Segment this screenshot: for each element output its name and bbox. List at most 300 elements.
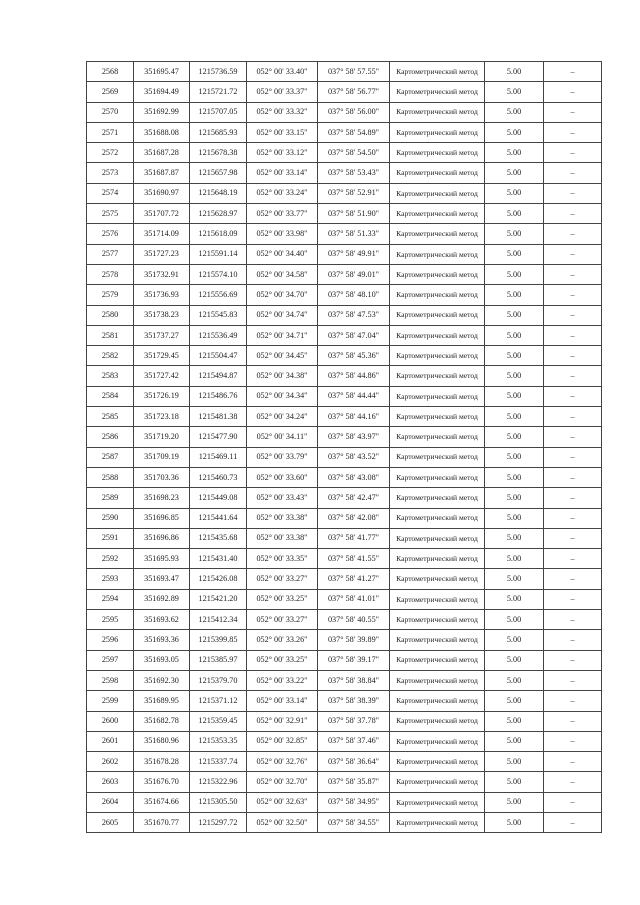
x-coordinate-cell: 351674.66 — [134, 792, 190, 812]
latitude-cell: 052° 00' 33.35" — [247, 549, 318, 569]
method-cell: Картометрический метод — [390, 183, 485, 203]
longitude-cell: 037° 58' 41.55" — [318, 549, 390, 569]
table-row — [87, 630, 602, 650]
latitude-cell: 052° 00' 33.27" — [247, 569, 318, 589]
longitude-cell: 037° 58' 35.87" — [318, 772, 390, 792]
latitude-cell: 052° 00' 34.70" — [247, 285, 318, 305]
y-coordinate-cell: 1215736.59 — [190, 62, 247, 82]
accuracy-cell: 5.00 — [485, 143, 544, 163]
latitude-cell: 052° 00' 33.38" — [247, 528, 318, 548]
note-cell: – — [544, 630, 602, 650]
method-cell: Картометрический метод — [390, 427, 485, 447]
note-cell: – — [544, 285, 602, 305]
latitude-cell: 052° 00' 32.85" — [247, 731, 318, 751]
point-number-cell: 2576 — [87, 224, 134, 244]
y-coordinate-cell: 1215685.93 — [190, 122, 247, 142]
method-cell: Картометрический метод — [390, 82, 485, 102]
x-coordinate-cell: 351696.86 — [134, 528, 190, 548]
method-cell: Картометрический метод — [390, 143, 485, 163]
latitude-cell: 052° 00' 34.40" — [247, 244, 318, 264]
method-cell: Картометрический метод — [390, 772, 485, 792]
method-cell: Картометрический метод — [390, 386, 485, 406]
point-number-cell: 2590 — [87, 508, 134, 528]
method-cell: Картометрический метод — [390, 366, 485, 386]
y-coordinate-cell: 1215460.73 — [190, 467, 247, 487]
accuracy-cell: 5.00 — [485, 528, 544, 548]
x-coordinate-cell: 351727.23 — [134, 244, 190, 264]
point-number-cell: 2594 — [87, 589, 134, 609]
method-cell: Картометрический метод — [390, 812, 485, 832]
x-coordinate-cell: 351729.45 — [134, 346, 190, 366]
longitude-cell: 037° 58' 44.16" — [318, 407, 390, 427]
method-cell: Картометрический метод — [390, 62, 485, 82]
table-row — [87, 183, 602, 203]
latitude-cell: 052° 00' 33.27" — [247, 610, 318, 630]
x-coordinate-cell: 351692.89 — [134, 589, 190, 609]
accuracy-cell: 5.00 — [485, 224, 544, 244]
method-cell: Картометрический метод — [390, 122, 485, 142]
table-row — [87, 407, 602, 427]
y-coordinate-cell: 1215337.74 — [190, 752, 247, 772]
latitude-cell: 052° 00' 34.11" — [247, 427, 318, 447]
table-row — [87, 488, 602, 508]
accuracy-cell: 5.00 — [485, 691, 544, 711]
table-row — [87, 427, 602, 447]
y-coordinate-cell: 1215435.68 — [190, 528, 247, 548]
longitude-cell: 037° 58' 43.97" — [318, 427, 390, 447]
note-cell: – — [544, 102, 602, 122]
longitude-cell: 037° 58' 39.89" — [318, 630, 390, 650]
accuracy-cell: 5.00 — [485, 711, 544, 731]
longitude-cell: 037° 58' 57.55" — [318, 62, 390, 82]
x-coordinate-cell: 351736.93 — [134, 285, 190, 305]
note-cell: – — [544, 508, 602, 528]
point-number-cell: 2579 — [87, 285, 134, 305]
point-number-cell: 2605 — [87, 812, 134, 832]
accuracy-cell: 5.00 — [485, 62, 544, 82]
point-number-cell: 2591 — [87, 528, 134, 548]
note-cell: – — [544, 650, 602, 670]
method-cell: Картометрический метод — [390, 752, 485, 772]
point-number-cell: 2574 — [87, 183, 134, 203]
longitude-cell: 037° 58' 42.08" — [318, 508, 390, 528]
x-coordinate-cell: 351695.93 — [134, 549, 190, 569]
x-coordinate-cell: 351687.28 — [134, 143, 190, 163]
accuracy-cell: 5.00 — [485, 488, 544, 508]
point-number-cell: 2588 — [87, 467, 134, 487]
longitude-cell: 037° 58' 44.44" — [318, 386, 390, 406]
method-cell: Картометрический метод — [390, 589, 485, 609]
latitude-cell: 052° 00' 33.40" — [247, 62, 318, 82]
point-number-cell: 2582 — [87, 346, 134, 366]
x-coordinate-cell: 351692.99 — [134, 102, 190, 122]
accuracy-cell: 5.00 — [485, 589, 544, 609]
x-coordinate-cell: 351692.30 — [134, 670, 190, 690]
method-cell: Картометрический метод — [390, 691, 485, 711]
y-coordinate-cell: 1215426.08 — [190, 569, 247, 589]
point-number-cell: 2571 — [87, 122, 134, 142]
table-row — [87, 569, 602, 589]
point-number-cell: 2586 — [87, 427, 134, 447]
point-number-cell: 2572 — [87, 143, 134, 163]
accuracy-cell: 5.00 — [485, 366, 544, 386]
x-coordinate-cell: 351693.05 — [134, 650, 190, 670]
y-coordinate-cell: 1215481.38 — [190, 407, 247, 427]
y-coordinate-cell: 1215431.40 — [190, 549, 247, 569]
accuracy-cell: 5.00 — [485, 467, 544, 487]
table-row — [87, 325, 602, 345]
table-row — [87, 366, 602, 386]
y-coordinate-cell: 1215322.96 — [190, 772, 247, 792]
accuracy-cell: 5.00 — [485, 772, 544, 792]
y-coordinate-cell: 1215353.35 — [190, 731, 247, 751]
point-number-cell: 2589 — [87, 488, 134, 508]
table-row — [87, 528, 602, 548]
note-cell: – — [544, 427, 602, 447]
note-cell: – — [544, 488, 602, 508]
table-row — [87, 143, 602, 163]
y-coordinate-cell: 1215574.10 — [190, 264, 247, 284]
x-coordinate-cell: 351698.23 — [134, 488, 190, 508]
longitude-cell: 037° 58' 41.01" — [318, 589, 390, 609]
accuracy-cell: 5.00 — [485, 650, 544, 670]
y-coordinate-cell: 1215628.97 — [190, 204, 247, 224]
method-cell: Картометрический метод — [390, 244, 485, 264]
longitude-cell: 037° 58' 38.84" — [318, 670, 390, 690]
method-cell: Картометрический метод — [390, 407, 485, 427]
accuracy-cell: 5.00 — [485, 82, 544, 102]
y-coordinate-cell: 1215305.50 — [190, 792, 247, 812]
table-row — [87, 122, 602, 142]
accuracy-cell: 5.00 — [485, 183, 544, 203]
latitude-cell: 052° 00' 32.50" — [247, 812, 318, 832]
note-cell: – — [544, 183, 602, 203]
accuracy-cell: 5.00 — [485, 325, 544, 345]
longitude-cell: 037° 58' 45.36" — [318, 346, 390, 366]
note-cell: – — [544, 549, 602, 569]
table-row — [87, 589, 602, 609]
latitude-cell: 052° 00' 34.71" — [247, 325, 318, 345]
note-cell: – — [544, 731, 602, 751]
y-coordinate-cell: 1215657.98 — [190, 163, 247, 183]
method-cell: Картометрический метод — [390, 325, 485, 345]
latitude-cell: 052° 00' 33.32" — [247, 102, 318, 122]
y-coordinate-cell: 1215412.34 — [190, 610, 247, 630]
method-cell: Картометрический метод — [390, 264, 485, 284]
table-row — [87, 204, 602, 224]
longitude-cell: 037° 58' 36.64" — [318, 752, 390, 772]
latitude-cell: 052° 00' 33.14" — [247, 163, 318, 183]
y-coordinate-cell: 1215477.90 — [190, 427, 247, 447]
table-row — [87, 792, 602, 812]
latitude-cell: 052° 00' 33.38" — [247, 508, 318, 528]
note-cell: – — [544, 752, 602, 772]
y-coordinate-cell: 1215618.09 — [190, 224, 247, 244]
table-row — [87, 305, 602, 325]
latitude-cell: 052° 00' 32.91" — [247, 711, 318, 731]
x-coordinate-cell: 351695.47 — [134, 62, 190, 82]
method-cell: Картометрический метод — [390, 528, 485, 548]
point-number-cell: 2597 — [87, 650, 134, 670]
longitude-cell: 037° 58' 37.46" — [318, 731, 390, 751]
point-number-cell: 2593 — [87, 569, 134, 589]
table-row — [87, 62, 602, 82]
point-number-cell: 2578 — [87, 264, 134, 284]
x-coordinate-cell: 351703.36 — [134, 467, 190, 487]
longitude-cell: 037° 58' 41.27" — [318, 569, 390, 589]
latitude-cell: 052° 00' 32.63" — [247, 792, 318, 812]
note-cell: – — [544, 366, 602, 386]
note-cell: – — [544, 467, 602, 487]
table-row — [87, 244, 602, 264]
note-cell: – — [544, 305, 602, 325]
y-coordinate-cell: 1215486.76 — [190, 386, 247, 406]
method-cell: Картометрический метод — [390, 488, 485, 508]
latitude-cell: 052° 00' 33.26" — [247, 630, 318, 650]
point-number-cell: 2596 — [87, 630, 134, 650]
table-row — [87, 549, 602, 569]
point-number-cell: 2573 — [87, 163, 134, 183]
longitude-cell: 037° 58' 40.55" — [318, 610, 390, 630]
latitude-cell: 052° 00' 33.12" — [247, 143, 318, 163]
point-number-cell: 2570 — [87, 102, 134, 122]
table-row — [87, 285, 602, 305]
coordinates-table-body — [87, 62, 602, 833]
y-coordinate-cell: 1215545.83 — [190, 305, 247, 325]
accuracy-cell: 5.00 — [485, 569, 544, 589]
y-coordinate-cell: 1215469.11 — [190, 447, 247, 467]
y-coordinate-cell: 1215449.08 — [190, 488, 247, 508]
note-cell: – — [544, 224, 602, 244]
point-number-cell: 2585 — [87, 407, 134, 427]
x-coordinate-cell: 351726.19 — [134, 386, 190, 406]
latitude-cell: 052° 00' 33.60" — [247, 467, 318, 487]
method-cell: Картометрический метод — [390, 670, 485, 690]
y-coordinate-cell: 1215399.85 — [190, 630, 247, 650]
latitude-cell: 052° 00' 33.37" — [247, 82, 318, 102]
longitude-cell: 037° 58' 43.52" — [318, 447, 390, 467]
accuracy-cell: 5.00 — [485, 386, 544, 406]
point-number-cell: 2595 — [87, 610, 134, 630]
table-row — [87, 650, 602, 670]
note-cell: – — [544, 670, 602, 690]
accuracy-cell: 5.00 — [485, 731, 544, 751]
longitude-cell: 037° 58' 38.39" — [318, 691, 390, 711]
table-row — [87, 224, 602, 244]
longitude-cell: 037° 58' 47.53" — [318, 305, 390, 325]
x-coordinate-cell: 351693.62 — [134, 610, 190, 630]
longitude-cell: 037° 58' 53.43" — [318, 163, 390, 183]
note-cell: – — [544, 204, 602, 224]
accuracy-cell: 5.00 — [485, 670, 544, 690]
note-cell: – — [544, 792, 602, 812]
x-coordinate-cell: 351688.08 — [134, 122, 190, 142]
note-cell: – — [544, 691, 602, 711]
x-coordinate-cell: 351732.91 — [134, 264, 190, 284]
longitude-cell: 037° 58' 54.89" — [318, 122, 390, 142]
method-cell: Картометрический метод — [390, 467, 485, 487]
latitude-cell: 052° 00' 33.14" — [247, 691, 318, 711]
accuracy-cell: 5.00 — [485, 508, 544, 528]
accuracy-cell: 5.00 — [485, 792, 544, 812]
x-coordinate-cell: 351678.28 — [134, 752, 190, 772]
x-coordinate-cell: 351723.18 — [134, 407, 190, 427]
method-cell: Картометрический метод — [390, 610, 485, 630]
point-number-cell: 2592 — [87, 549, 134, 569]
x-coordinate-cell: 351689.95 — [134, 691, 190, 711]
longitude-cell: 037° 58' 48.10" — [318, 285, 390, 305]
y-coordinate-cell: 1215536.49 — [190, 325, 247, 345]
note-cell: – — [544, 325, 602, 345]
accuracy-cell: 5.00 — [485, 102, 544, 122]
method-cell: Картометрический метод — [390, 204, 485, 224]
method-cell: Картометрический метод — [390, 630, 485, 650]
point-number-cell: 2599 — [87, 691, 134, 711]
note-cell: – — [544, 772, 602, 792]
x-coordinate-cell: 351694.49 — [134, 82, 190, 102]
method-cell: Картометрический метод — [390, 224, 485, 244]
table-row — [87, 82, 602, 102]
latitude-cell: 052° 00' 33.22" — [247, 670, 318, 690]
longitude-cell: 037° 58' 34.55" — [318, 812, 390, 832]
note-cell: – — [544, 346, 602, 366]
latitude-cell: 052° 00' 33.77" — [247, 204, 318, 224]
y-coordinate-cell: 1215421.20 — [190, 589, 247, 609]
method-cell: Картометрический метод — [390, 711, 485, 731]
y-coordinate-cell: 1215556.69 — [190, 285, 247, 305]
table-row — [87, 731, 602, 751]
y-coordinate-cell: 1215385.97 — [190, 650, 247, 670]
accuracy-cell: 5.00 — [485, 752, 544, 772]
x-coordinate-cell: 351727.42 — [134, 366, 190, 386]
table-row — [87, 447, 602, 467]
longitude-cell: 037° 58' 51.90" — [318, 204, 390, 224]
note-cell: – — [544, 163, 602, 183]
table-row — [87, 691, 602, 711]
note-cell: – — [544, 589, 602, 609]
note-cell: – — [544, 122, 602, 142]
accuracy-cell: 5.00 — [485, 407, 544, 427]
x-coordinate-cell: 351687.87 — [134, 163, 190, 183]
method-cell: Картометрический метод — [390, 163, 485, 183]
method-cell: Картометрический метод — [390, 305, 485, 325]
point-number-cell: 2575 — [87, 204, 134, 224]
table-row — [87, 812, 602, 832]
method-cell: Картометрический метод — [390, 731, 485, 751]
longitude-cell: 037° 58' 56.77" — [318, 82, 390, 102]
note-cell: – — [544, 528, 602, 548]
note-cell: – — [544, 386, 602, 406]
point-number-cell: 2568 — [87, 62, 134, 82]
latitude-cell: 052° 00' 32.76" — [247, 752, 318, 772]
table-row — [87, 386, 602, 406]
latitude-cell: 052° 00' 33.25" — [247, 650, 318, 670]
accuracy-cell: 5.00 — [485, 204, 544, 224]
note-cell: – — [544, 82, 602, 102]
table-row — [87, 102, 602, 122]
longitude-cell: 037° 58' 47.04" — [318, 325, 390, 345]
x-coordinate-cell: 351696.85 — [134, 508, 190, 528]
accuracy-cell: 5.00 — [485, 264, 544, 284]
x-coordinate-cell: 351680.96 — [134, 731, 190, 751]
table-row — [87, 467, 602, 487]
note-cell: – — [544, 569, 602, 589]
point-number-cell: 2587 — [87, 447, 134, 467]
note-cell: – — [544, 143, 602, 163]
table-row — [87, 346, 602, 366]
point-number-cell: 2601 — [87, 731, 134, 751]
table-row — [87, 610, 602, 630]
point-number-cell: 2603 — [87, 772, 134, 792]
y-coordinate-cell: 1215591.14 — [190, 244, 247, 264]
y-coordinate-cell: 1215379.70 — [190, 670, 247, 690]
table-row — [87, 772, 602, 792]
longitude-cell: 037° 58' 49.01" — [318, 264, 390, 284]
point-number-cell: 2577 — [87, 244, 134, 264]
latitude-cell: 052° 00' 34.58" — [247, 264, 318, 284]
accuracy-cell: 5.00 — [485, 610, 544, 630]
y-coordinate-cell: 1215678.38 — [190, 143, 247, 163]
x-coordinate-cell: 351693.47 — [134, 569, 190, 589]
accuracy-cell: 5.00 — [485, 346, 544, 366]
longitude-cell: 037° 58' 43.08" — [318, 467, 390, 487]
y-coordinate-cell: 1215359.45 — [190, 711, 247, 731]
y-coordinate-cell: 1215494.87 — [190, 366, 247, 386]
y-coordinate-cell: 1215707.05 — [190, 102, 247, 122]
accuracy-cell: 5.00 — [485, 812, 544, 832]
method-cell: Картометрический метод — [390, 549, 485, 569]
x-coordinate-cell: 351676.70 — [134, 772, 190, 792]
longitude-cell: 037° 58' 39.17" — [318, 650, 390, 670]
y-coordinate-cell: 1215721.72 — [190, 82, 247, 102]
longitude-cell: 037° 58' 52.91" — [318, 183, 390, 203]
note-cell: – — [544, 244, 602, 264]
latitude-cell: 052° 00' 33.43" — [247, 488, 318, 508]
accuracy-cell: 5.00 — [485, 244, 544, 264]
latitude-cell: 052° 00' 33.25" — [247, 589, 318, 609]
x-coordinate-cell: 351693.36 — [134, 630, 190, 650]
table-row — [87, 711, 602, 731]
longitude-cell: 037° 58' 34.95" — [318, 792, 390, 812]
x-coordinate-cell: 351709.19 — [134, 447, 190, 467]
accuracy-cell: 5.00 — [485, 285, 544, 305]
table-row — [87, 508, 602, 528]
x-coordinate-cell: 351738.23 — [134, 305, 190, 325]
point-number-cell: 2604 — [87, 792, 134, 812]
latitude-cell: 052° 00' 33.15" — [247, 122, 318, 142]
method-cell: Картометрический метод — [390, 650, 485, 670]
longitude-cell: 037° 58' 51.33" — [318, 224, 390, 244]
x-coordinate-cell: 351707.72 — [134, 204, 190, 224]
accuracy-cell: 5.00 — [485, 447, 544, 467]
latitude-cell: 052° 00' 34.45" — [247, 346, 318, 366]
accuracy-cell: 5.00 — [485, 122, 544, 142]
latitude-cell: 052° 00' 34.74" — [247, 305, 318, 325]
y-coordinate-cell: 1215371.12 — [190, 691, 247, 711]
note-cell: – — [544, 610, 602, 630]
accuracy-cell: 5.00 — [485, 427, 544, 447]
note-cell: – — [544, 62, 602, 82]
y-coordinate-cell: 1215441.64 — [190, 508, 247, 528]
latitude-cell: 052° 00' 33.79" — [247, 447, 318, 467]
note-cell: – — [544, 812, 602, 832]
longitude-cell: 037° 58' 37.78" — [318, 711, 390, 731]
note-cell: – — [544, 407, 602, 427]
note-cell: – — [544, 711, 602, 731]
table-row — [87, 163, 602, 183]
x-coordinate-cell: 351737.27 — [134, 325, 190, 345]
latitude-cell: 052° 00' 34.24" — [247, 407, 318, 427]
